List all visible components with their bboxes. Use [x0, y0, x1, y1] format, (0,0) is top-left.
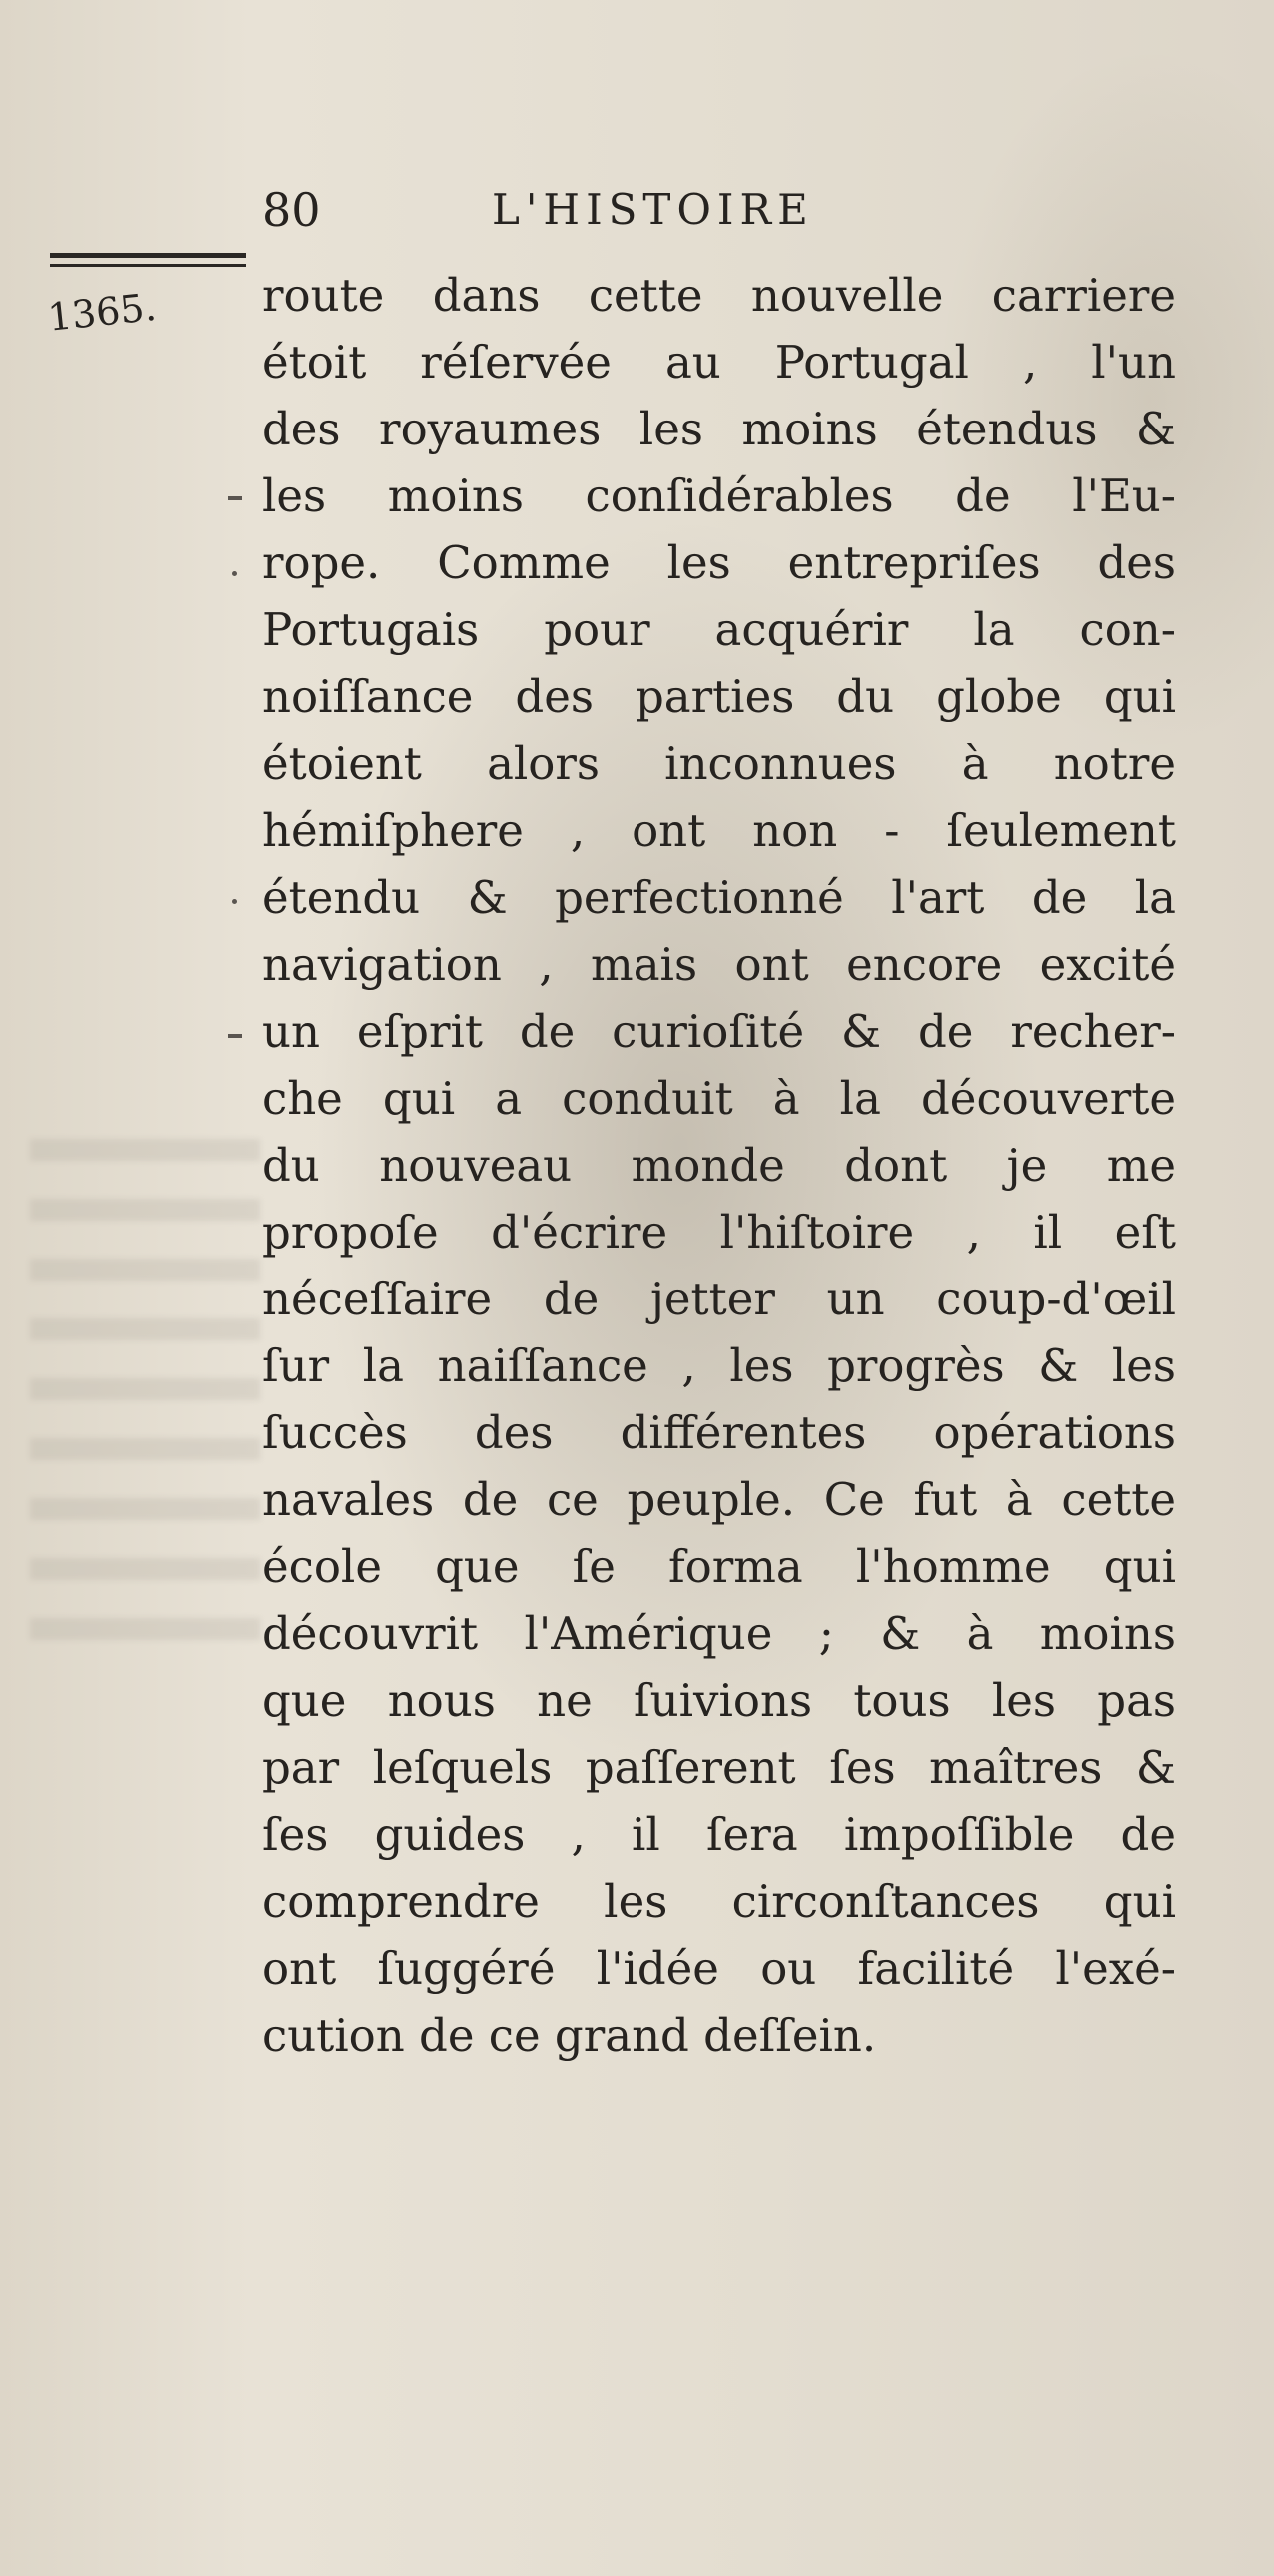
margin-dash-mark — [228, 496, 242, 500]
text-line: propoſe d'écrire l'hiſtoire , il eſt — [262, 1206, 1176, 1259]
text-line: ſur la naiſſance , les progrès & les — [262, 1339, 1176, 1392]
text-line: du nouveau monde dont je me — [262, 1139, 1176, 1192]
text-line: rope. Comme les entrepriſes des — [262, 536, 1176, 589]
text-line: école que ſe forma l'homme qui — [262, 1540, 1176, 1593]
text-line-last: cution de ce grand deſſein. — [262, 2009, 877, 2062]
bleed-through-shadow — [30, 1139, 260, 1658]
text-line: Portugais pour acquérir la con- — [262, 603, 1176, 656]
text-line: par leſquels paſſerent ſes maîtres & — [262, 1741, 1176, 1794]
text-line: navigation , mais ont encore excité — [262, 938, 1176, 991]
text-line: néceſſaire de jetter un coup-d'œil — [262, 1273, 1176, 1325]
running-title: L'HISTOIRE — [492, 185, 814, 234]
text-line: ont ſuggéré l'idée ou facilité l'exé- — [262, 1942, 1176, 1995]
margin-dot-mark — [232, 571, 237, 576]
text-line: étendu & perfectionné l'art de la — [262, 871, 1176, 924]
text-line: un eſprit de curioſité & de recher- — [262, 1005, 1176, 1058]
text-line: navales de ce peuple. Ce fut à cette — [262, 1473, 1176, 1526]
text-line: des royaumes les moins étendus & — [262, 403, 1176, 455]
page-number: 80 — [262, 183, 321, 237]
text-line: route dans cette nouvelle carriere — [262, 269, 1176, 322]
text-line: les moins conſidérables de l'Eu- — [262, 469, 1176, 522]
margin-year-note: 1365. — [45, 284, 159, 340]
text-line: étoit réſervée au Portugal , l'un — [262, 336, 1176, 389]
text-line: noiſſance des parties du globe qui — [262, 670, 1176, 723]
margin-dot-mark — [232, 899, 237, 904]
margin-rule — [50, 253, 246, 267]
text-line: comprendre les circonſtances qui — [262, 1875, 1176, 1928]
text-line: ſuccès des différentes opérations — [262, 1406, 1176, 1459]
text-line: ſes guides , il ſera impoſſible de — [262, 1808, 1176, 1861]
text-line: découvrit l'Amérique ; & à moins — [262, 1607, 1176, 1660]
margin-dash-mark — [228, 1034, 242, 1038]
body-text — [262, 262, 1176, 2069]
text-line: hémiſphere , ont non - ſeulement — [262, 804, 1176, 857]
text-line: que nous ne ſuivions tous les pas — [262, 1674, 1176, 1727]
text-line: étoient alors inconnues à notre — [262, 737, 1176, 790]
page-header — [262, 180, 961, 240]
text-line: che qui a conduit à la découverte — [262, 1072, 1176, 1125]
